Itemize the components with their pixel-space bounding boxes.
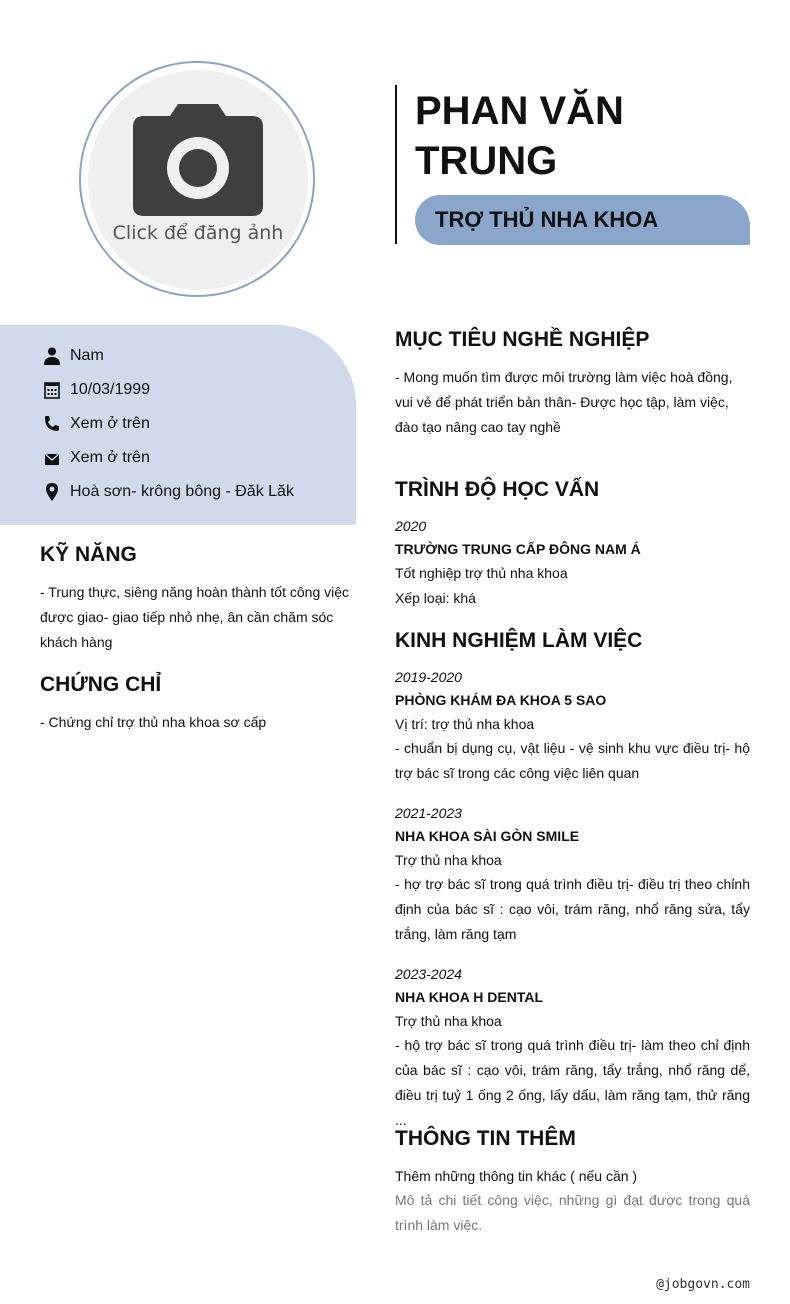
job-description: - hộ trợ bác sĩ trong quá trình điều trị- làm theo chỉ định của bác sĩ : cạo vôi, trám răng, tẩy trắng, nhổ răng dể, điều trị tuỷ 1 ống 2 ống, lấy dấu, làm răng tạm, thử răng ...	[395, 1037, 750, 1128]
extra-description: Mô tả chi tiết công việc, những gì đạt được trong quá trình làm việc.	[395, 1192, 750, 1233]
camera-icon[interactable]	[132, 102, 264, 218]
extra-heading: THÔNG TIN THÊM	[395, 1127, 576, 1150]
job-title-banner	[415, 195, 750, 245]
job-company: NHA KHOA SÀI GÒN SMILE	[395, 828, 580, 844]
phone-text: Xem ở trên	[70, 415, 150, 432]
address-text: Hoà sơn- krông bông - Đăk Lăk	[70, 483, 294, 500]
person-icon	[40, 347, 64, 365]
objective-text: - Mong muốn tìm được môi trường làm việc hoà đồng, vui vẻ để phát triển bản thân- Được học tập, làm việc, đào tạo nâng cao tay nghề	[395, 369, 733, 435]
education-heading: TRÌNH ĐỘ HỌC VẤN	[395, 478, 600, 501]
job-company: NHA KHOA H DENTAL	[395, 989, 544, 1005]
skills-text: - Trung thực, siêng năng hoàn thành tốt công việc được giao- giao tiếp nhỏ nhẹ, ân cần chăm sóc khách hàng	[40, 584, 350, 650]
footer-brand: @jobgovn.com	[656, 1277, 750, 1292]
location-pin-icon	[40, 483, 64, 501]
experience-heading: KINH NGHIỆM LÀM VIỆC	[395, 629, 643, 652]
certificates-text: - Chứng chỉ trợ thủ nha khoa sơ cấp	[40, 714, 267, 730]
email-text: Xem ở trên	[70, 449, 150, 466]
education-major: Tốt nghiệp trợ thủ nha khoa	[395, 565, 568, 581]
mail-icon	[40, 449, 64, 467]
job-company: PHÒNG KHÁM ĐA KHOA 5 SAO	[395, 692, 607, 708]
job-title: TRỢ THỦ NHA KHOA	[435, 207, 659, 232]
gender-text: Nam	[70, 347, 104, 364]
header-divider	[395, 85, 397, 244]
education-grade: Xếp loại: khá	[395, 590, 476, 606]
birthday-text: 10/03/1999	[70, 381, 151, 398]
job-period: 2021-2023	[395, 805, 462, 821]
objective-heading: MỤC TIÊU NGHỀ NGHIỆP	[395, 328, 650, 351]
job-role: Vị trí: trợ thủ nha khoa	[395, 716, 535, 732]
phone-icon	[40, 415, 64, 433]
education-year: 2020	[395, 518, 427, 534]
extra-line: Thêm những thông tin khác ( nếu cần )	[395, 1168, 638, 1184]
education-school: TRƯỜNG TRUNG CẤP ĐÔNG NAM Á	[395, 541, 641, 557]
skills-heading: KỸ NĂNG	[40, 543, 137, 566]
job-description: - chuẩn bị dụng cụ, vật liệu - vệ sinh khu vực điều trị- hộ trợ bác sĩ trong các công việc liên quan	[395, 740, 750, 781]
job-period: 2023-2024	[395, 966, 462, 982]
avatar-caption[interactable]: Click để đăng ảnh	[112, 222, 284, 244]
candidate-name: PHAN VĂN TRUNG	[415, 89, 624, 183]
job-description: - hợ trợ bác sĩ trong quá trình điều trị- điều trị theo chỉnh định của bác sĩ : cạo vôi, trám răng, nhổ răng sửa, tẩy trắng, làm răng tạm	[395, 876, 750, 942]
calendar-icon	[40, 381, 64, 399]
job-role: Trợ thủ nha khoa	[395, 852, 502, 868]
job-period: 2019-2020	[395, 669, 462, 685]
job-role: Trợ thủ nha khoa	[395, 1013, 502, 1029]
certificates-heading: CHỨNG CHỈ	[40, 673, 162, 696]
